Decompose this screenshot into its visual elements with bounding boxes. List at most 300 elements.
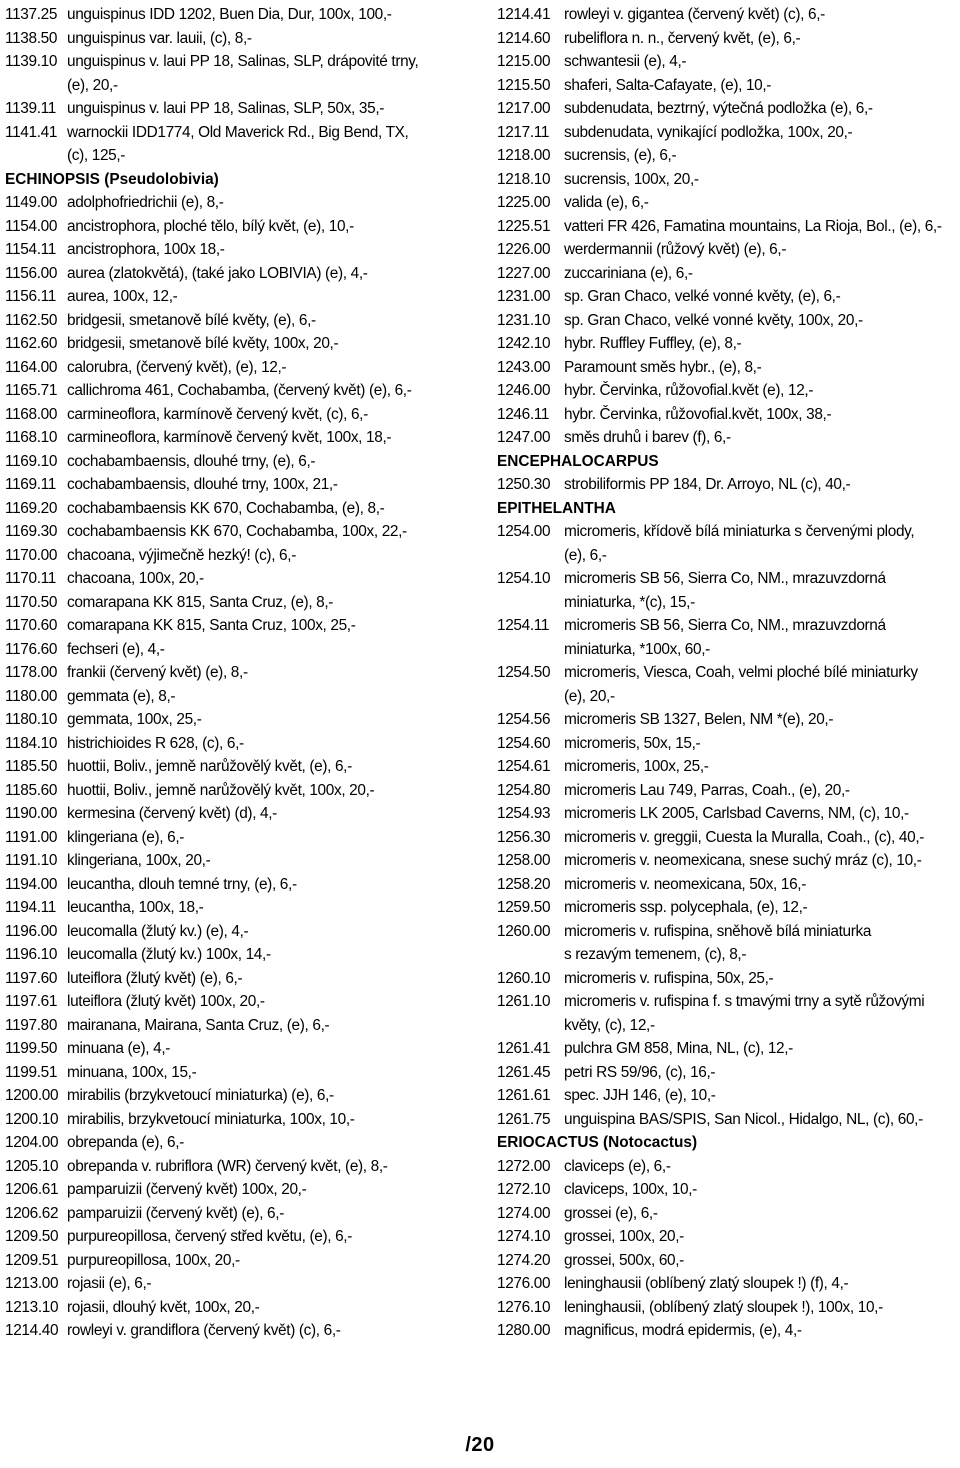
item-code: 1261.41	[497, 1040, 551, 1057]
catalog-entry	[5, 191, 475, 215]
item-code: 1226.00	[497, 241, 551, 258]
item-description: micromeris ssp. polycephala, (e), 12,-	[564, 899, 808, 916]
item-description: vatteri FR 426, Famatina mountains, La Rioja, Bol., (e), 6,-	[564, 217, 942, 235]
catalog-entry	[5, 732, 475, 756]
item-code: 1194.00	[5, 875, 58, 893]
catalog-entry	[5, 943, 475, 967]
item-description: valida (e), 6,-	[564, 194, 649, 211]
item-description: unguispinus IDD 1202, Buen Dia, Dur, 100x, 100,-	[67, 6, 392, 23]
item-code: 1169.10	[5, 452, 58, 470]
item-code: 1139.10	[5, 53, 58, 70]
item-code: 1254.56	[497, 711, 551, 728]
item-description: petri RS 59/96, (c), 16,-	[564, 1063, 716, 1081]
item-code: 1246.11	[497, 405, 550, 423]
catalog-entry	[497, 1084, 957, 1108]
catalog-entry	[497, 990, 957, 1014]
item-code: 1254.10	[497, 570, 551, 587]
item-description: rowleyi v. gigantea (červený květ) (c), 6,-	[564, 6, 825, 23]
item-description: callichroma 461, Cochabamba, (červený květ) (e), 6,-	[67, 382, 412, 399]
item-code: 1231.00	[497, 288, 551, 305]
catalog-entry	[5, 1061, 475, 1085]
item-code: 1206.61	[5, 1181, 59, 1198]
item-code: 1261.10	[497, 993, 551, 1010]
item-code: 1162.50	[5, 311, 58, 329]
section-heading: EPITHELANTHA	[497, 499, 616, 517]
item-description: rowleyi v. grandiflora (červený květ) (c), 6,-	[67, 1322, 341, 1339]
item-code: 1254.93	[497, 805, 551, 822]
item-code: 1231.10	[497, 311, 551, 329]
catalog-entry	[5, 685, 475, 709]
catalog-entry	[497, 1319, 957, 1343]
item-code: 1276.10	[497, 1298, 551, 1316]
catalog-entry	[5, 1084, 475, 1108]
catalog-entry	[497, 262, 957, 286]
item-description: micromeris v. rufispina, 50x, 25,-	[564, 969, 774, 987]
item-description: carmineoflora, karmínově červený květ, (c), 6,-	[67, 405, 368, 423]
catalog-entry	[497, 285, 957, 309]
item-code: 1199.50	[5, 1040, 58, 1057]
item-code: 1217.00	[497, 100, 551, 117]
item-description: minuana (e), 4,-	[67, 1040, 171, 1057]
item-description: obrepanda v. rubriflora (WR) červený květ, (e), 8,-	[67, 1157, 388, 1175]
catalog-entry	[497, 732, 957, 756]
catalog-entry	[497, 356, 957, 380]
item-code: 1180.10	[5, 711, 58, 728]
item-description: micromeris SB 56, Sierra Co, NM., mrazuvzdorná	[564, 570, 886, 587]
item-description: subdenudata, vynikající podložka, 100x, 20,-	[564, 123, 853, 141]
catalog-entry	[497, 97, 957, 121]
right-column	[497, 3, 957, 1343]
item-description: rojasii, dlouhý květ, 100x, 20,-	[67, 1298, 260, 1316]
item-code: 1250.30	[497, 476, 551, 493]
item-code: 1170.50	[5, 593, 58, 611]
item-description: pamparuizii (červený květ) (e), 6,-	[67, 1204, 284, 1222]
catalog-entry	[497, 661, 957, 685]
catalog-entry	[5, 309, 475, 333]
catalog-entry	[5, 1178, 475, 1202]
item-description: sp. Gran Chaco, velké vonné květy, 100x, 20,-	[564, 311, 863, 329]
catalog-entry	[5, 520, 475, 544]
item-description: grossei, 500x, 60,-	[564, 1251, 684, 1269]
section-heading: ERIOCACTUS (Notocactus)	[497, 1134, 698, 1151]
item-description: cochabambaensis KK 670, Cochabamba, (e), 8,-	[67, 499, 385, 517]
item-code: 1196.10	[5, 946, 58, 963]
item-description: minuana, 100x, 15,-	[67, 1063, 197, 1081]
item-code: 1246.00	[497, 382, 551, 399]
item-description: micromeris LK 2005, Carlsbad Caverns, NM, (c), 10,-	[564, 805, 909, 822]
item-description: micromeris v. rufispina f. s tmavými trny a sytě růžovými	[564, 993, 925, 1010]
item-code: 1209.51	[5, 1251, 59, 1269]
item-description: huottii, Boliv., jemně narůžovělý květ, 100x, 20,-	[67, 781, 375, 799]
item-code: 1185.50	[5, 758, 58, 775]
item-description: grossei, 100x, 20,-	[564, 1228, 684, 1245]
item-code: 1162.60	[5, 335, 58, 352]
item-code: 1209.50	[5, 1228, 59, 1245]
catalog-entry	[497, 191, 957, 215]
catalog-entry	[5, 50, 475, 74]
catalog-entry	[5, 896, 475, 920]
item-code: 1280.00	[497, 1322, 551, 1339]
catalog-entry	[5, 802, 475, 826]
item-description: micromeris Lau 749, Parras, Coah., (e), 20,-	[564, 781, 850, 799]
item-code: 1200.00	[5, 1087, 59, 1104]
item-description: comarapana KK 815, Santa Cruz, (e), 8,-	[67, 593, 334, 611]
item-code: 1184.10	[5, 734, 58, 752]
item-description: micromeris, 100x, 25,-	[564, 758, 709, 775]
item-code: 1200.10	[5, 1110, 59, 1128]
item-description: ancistrophora, 100x 18,-	[67, 241, 225, 258]
item-description: micromeris v. neomexicana, 50x, 16,-	[564, 875, 807, 893]
catalog-entry	[5, 121, 475, 145]
item-code: 1215.00	[497, 53, 551, 70]
catalog-entry	[497, 332, 957, 356]
item-description: cochabambaensis, dlouhé trny, (e), 6,-	[67, 452, 316, 470]
item-description: purpureopillosa, červený střed květu, (e), 6,-	[67, 1228, 353, 1245]
item-code: 1260.00	[497, 922, 551, 940]
item-description: spec. JJH 146, (e), 10,-	[564, 1087, 716, 1104]
catalog-entry	[5, 450, 475, 474]
item-code: 1168.10	[5, 429, 58, 446]
item-description: rubeliflora n. n., červený květ, (e), 6,-	[564, 29, 801, 47]
item-description: adolphofriedrichii (e), 8,-	[67, 194, 224, 211]
item-code: 1259.50	[497, 899, 551, 916]
catalog-entry	[5, 591, 475, 615]
catalog-entry	[497, 473, 957, 497]
item-code: 1170.00	[5, 546, 58, 564]
item-code: 1196.00	[5, 922, 58, 940]
item-description: huottii, Boliv., jemně narůžovělý květ, (e), 6,-	[67, 758, 352, 775]
catalog-entry	[5, 379, 475, 403]
item-description: luteiflora (žlutý květ) 100x, 20,-	[67, 993, 265, 1010]
catalog-entry	[497, 238, 957, 262]
item-description: luteiflora (žlutý květ) (e), 6,-	[67, 969, 243, 987]
catalog-entry	[5, 849, 475, 873]
left-column	[5, 3, 475, 1343]
item-description: mirabilis, brzykvetoucí miniaturka, 100x, 10,-	[67, 1110, 355, 1128]
item-code: 1206.62	[5, 1204, 59, 1222]
item-description: pulchra GM 858, Mina, NL, (c), 12,-	[564, 1040, 793, 1057]
catalog-entry	[497, 1202, 957, 1226]
item-description: warnockii IDD1774, Old Maverick Rd., Big Bend, TX,	[67, 123, 409, 141]
item-description: frankii (červený květ) (e), 8,-	[67, 664, 248, 681]
catalog-entry	[497, 708, 957, 732]
catalog-entry-continuation: s rezavým temenem, (c), 8,-	[564, 946, 747, 963]
catalog-entry	[497, 3, 957, 27]
catalog-entry	[5, 497, 475, 521]
item-description: micromeris, křídově bílá miniaturka s červenými plody,	[564, 523, 915, 540]
item-description: hybr. Červinka, růžovofial.květ (e), 12,-	[564, 382, 814, 399]
item-code: 1254.50	[497, 664, 551, 681]
item-code: 1185.60	[5, 781, 58, 799]
item-description: micromeris SB 56, Sierra Co, NM., mrazuvzdorná	[564, 617, 886, 634]
catalog-entry	[497, 426, 957, 450]
catalog-entry	[497, 121, 957, 145]
catalog-entry	[5, 426, 475, 450]
item-code: 1242.10	[497, 335, 551, 352]
item-code: 1139.11	[5, 100, 56, 117]
catalog-entry	[497, 873, 957, 897]
item-code: 1213.00	[5, 1275, 59, 1292]
catalog-entry-continuation: (e), 6,-	[564, 546, 607, 564]
item-code: 1178.00	[5, 664, 58, 681]
section-heading: ECHINOPSIS (Pseudolobivia)	[5, 170, 219, 188]
catalog-entry	[5, 661, 475, 685]
item-description: leninghausii, (oblíbený zlatý sloupek !), 100x, 10,-	[564, 1298, 883, 1316]
catalog-entry	[5, 1037, 475, 1061]
item-description: bridgesii, smetanově bílé květy, (e), 6,-	[67, 311, 316, 329]
catalog-entry	[497, 50, 957, 74]
catalog-entry	[5, 1155, 475, 1179]
item-code: 1272.10	[497, 1181, 551, 1198]
item-description: gemmata, 100x, 25,-	[67, 711, 202, 728]
item-description: unguispinus v. laui PP 18, Salinas, SLP, drápovité trny,	[67, 53, 419, 70]
catalog-entry	[5, 614, 475, 638]
item-description: claviceps, 100x, 10,-	[564, 1181, 697, 1198]
item-description: leucomalla (žlutý kv.) 100x, 14,-	[67, 946, 271, 963]
item-code: 1214.60	[497, 29, 551, 47]
item-description: obrepanda (e), 6,-	[67, 1134, 184, 1151]
catalog-entry	[5, 1202, 475, 1226]
item-description: pamparuizii (červený květ) 100x, 20,-	[67, 1181, 307, 1198]
item-code: 1213.10	[5, 1298, 59, 1316]
item-code: 1154.11	[5, 241, 56, 258]
catalog-entry	[5, 97, 475, 121]
item-code: 1227.00	[497, 264, 551, 282]
catalog-entry	[497, 1108, 957, 1132]
catalog-entry	[497, 27, 957, 51]
catalog-entry	[497, 520, 957, 544]
catalog-entry	[5, 967, 475, 991]
catalog-entry-continuation: (e), 20,-	[564, 687, 615, 705]
catalog-entry	[497, 967, 957, 991]
item-description: chacoana, výjimečně hezký! (c), 6,-	[67, 546, 296, 564]
item-code: 1205.10	[5, 1157, 59, 1175]
item-code: 1218.10	[497, 170, 551, 188]
item-code: 1272.00	[497, 1157, 551, 1175]
catalog-entry	[5, 3, 475, 27]
item-code: 1191.00	[5, 828, 58, 846]
item-description: subdenudata, beztrný, výtečná podložka (e), 6,-	[564, 100, 873, 117]
item-description: leucomalla (žlutý kv.) (e), 4,-	[67, 922, 249, 940]
catalog-entry	[5, 215, 475, 239]
catalog-entry	[497, 755, 957, 779]
item-code: 1156.00	[5, 264, 58, 282]
item-code: 1190.00	[5, 805, 58, 822]
item-description: purpureopillosa, 100x, 20,-	[67, 1251, 240, 1269]
item-code: 1170.60	[5, 617, 58, 634]
catalog-entry	[497, 1249, 957, 1273]
item-code: 1137.25	[5, 6, 58, 23]
item-code: 1274.00	[497, 1204, 551, 1222]
item-description: cochabambaensis KK 670, Cochabamba, 100x, 22,-	[67, 523, 407, 540]
item-code: 1254.61	[497, 758, 551, 775]
item-description: mirabilis (brzykvetoucí miniaturka) (e), 6,-	[67, 1087, 334, 1104]
catalog-entry	[497, 567, 957, 591]
item-description: unguispinus var. lauii, (c), 8,-	[67, 29, 252, 47]
item-description: unguispinus v. laui PP 18, Salinas, SLP, 50x, 35,-	[67, 100, 385, 117]
item-description: fechseri (e), 4,-	[67, 640, 165, 658]
item-description: micromeris v. neomexicana, snese suchý mráz (c), 10,-	[564, 852, 922, 869]
item-description: micromeris v. rufispina, sněhově bílá miniaturka	[564, 922, 872, 940]
item-code: 1214.40	[5, 1322, 59, 1339]
catalog-entry	[497, 779, 957, 803]
item-code: 1261.61	[497, 1087, 551, 1104]
catalog-entry	[497, 896, 957, 920]
item-code: 1276.00	[497, 1275, 551, 1292]
item-code: 1169.11	[5, 476, 56, 493]
item-code: 1254.00	[497, 523, 551, 540]
catalog-entry	[497, 309, 957, 333]
catalog-entry	[5, 285, 475, 309]
catalog-entry-continuation: květy, (c), 12,-	[564, 1016, 655, 1034]
item-code: 1254.80	[497, 781, 551, 799]
item-description: aurea, 100x, 12,-	[67, 288, 178, 305]
item-code: 1197.80	[5, 1016, 58, 1034]
item-description: strobiliformis PP 184, Dr. Arroyo, NL (c), 40,-	[564, 476, 851, 493]
catalog-entry	[5, 262, 475, 286]
catalog-entry	[5, 779, 475, 803]
catalog-entry	[5, 1225, 475, 1249]
item-code: 1149.00	[5, 194, 58, 211]
item-code: 1258.00	[497, 852, 551, 869]
item-description: hybr. Červinka, růžovofial.květ, 100x, 38,-	[564, 405, 832, 423]
item-code: 1197.60	[5, 969, 58, 987]
item-description: leucantha, dlouh temné trny, (e), 6,-	[67, 875, 297, 893]
item-code: 1215.50	[497, 76, 551, 94]
catalog-entry	[5, 567, 475, 591]
item-description: schwantesii (e), 4,-	[564, 53, 687, 70]
item-description: kermesina (červený květ) (d), 4,-	[67, 805, 277, 822]
item-code: 1141.41	[5, 123, 58, 141]
item-description: magnificus, modrá epidermis, (e), 4,-	[564, 1322, 802, 1339]
item-description: leucantha, 100x, 18,-	[67, 899, 204, 916]
catalog-entry	[497, 1225, 957, 1249]
item-code: 1261.45	[497, 1063, 551, 1081]
catalog-entry	[5, 638, 475, 662]
item-description: unguispina BAS/SPIS, San Nicol., Hidalgo, NL, (c), 60,-	[564, 1110, 923, 1128]
catalog-entry	[5, 920, 475, 944]
catalog-entry	[5, 403, 475, 427]
catalog-entry	[497, 1296, 957, 1320]
item-description: werdermannii (růžový květ) (e), 6,-	[564, 241, 787, 258]
item-code: 1217.11	[497, 123, 550, 141]
item-description: mairanana, Mairana, Santa Cruz, (e), 6,-	[67, 1016, 330, 1034]
item-code: 1247.00	[497, 429, 551, 446]
item-description: ancistrophora, ploché tělo, bílý květ, (e), 10,-	[67, 217, 354, 235]
item-code: 1260.10	[497, 969, 551, 987]
section-heading: ENCEPHALOCARPUS	[497, 452, 659, 470]
catalog-entry	[5, 356, 475, 380]
item-description: rojasii (e), 6,-	[67, 1275, 152, 1292]
item-code: 1254.60	[497, 734, 551, 752]
catalog-entry	[497, 826, 957, 850]
item-description: carmineoflora, karmínově červený květ, 100x, 18,-	[67, 429, 392, 446]
catalog-entry	[5, 1272, 475, 1296]
item-description: gemmata (e), 8,-	[67, 687, 176, 705]
catalog-entry	[497, 215, 957, 239]
catalog-entry	[497, 1272, 957, 1296]
item-code: 1256.30	[497, 828, 551, 846]
catalog-entry	[497, 403, 957, 427]
item-code: 1194.11	[5, 899, 56, 916]
catalog-entry	[5, 1249, 475, 1273]
catalog-entry	[497, 1037, 957, 1061]
item-code: 1214.41	[497, 6, 551, 23]
item-description: micromeris v. greggii, Cuesta la Muralla, Coah., (c), 40,-	[564, 828, 925, 846]
item-description: chacoana, 100x, 20,-	[67, 570, 204, 587]
item-code: 1191.10	[5, 852, 58, 869]
item-description: hybr. Ruffley Fuffley, (e), 8,-	[564, 335, 742, 352]
catalog-entry	[497, 1061, 957, 1085]
catalog-entry	[497, 379, 957, 403]
catalog-entry	[5, 873, 475, 897]
page-number: /20	[465, 1434, 495, 1456]
item-description: směs druhů i barev (f), 6,-	[564, 429, 731, 446]
catalog-entry	[497, 1155, 957, 1179]
item-description: klingeriana (e), 6,-	[67, 828, 185, 846]
item-description: leninghausii (oblíbený zlatý sloupek !) (f), 4,-	[564, 1275, 849, 1292]
catalog-entry	[5, 27, 475, 51]
item-description: micromeris SB 1327, Belen, NM *(e), 20,-	[564, 711, 834, 728]
item-description: grossei (e), 6,-	[564, 1204, 658, 1222]
catalog-entry	[5, 473, 475, 497]
catalog-entry	[497, 1178, 957, 1202]
catalog-entry	[497, 614, 957, 638]
catalog-entry	[5, 332, 475, 356]
item-description: aurea (zlatokvětá), (také jako LOBIVIA) (e), 4,-	[67, 264, 368, 282]
catalog-entry	[497, 920, 957, 944]
item-description: bridgesii, smetanově bílé květy, 100x, 20,-	[67, 335, 339, 352]
item-code: 1169.20	[5, 499, 58, 517]
item-description: sp. Gran Chaco, velké vonné květy, (e), 6,-	[564, 288, 841, 305]
item-code: 1180.00	[5, 687, 58, 705]
catalog-entry	[5, 1131, 475, 1155]
catalog-entry-continuation: (e), 20,-	[67, 76, 118, 94]
catalog-entry	[5, 708, 475, 732]
item-description: Paramount směs hybr., (e), 8,-	[564, 358, 762, 376]
item-code: 1274.20	[497, 1251, 551, 1269]
catalog-entry	[497, 849, 957, 873]
item-code: 1170.11	[5, 570, 56, 587]
item-code: 1225.51	[497, 217, 551, 235]
item-description: comarapana KK 815, Santa Cruz, 100x, 25,-	[67, 617, 356, 634]
catalog-entry	[497, 74, 957, 98]
item-code: 1243.00	[497, 358, 551, 376]
catalog-entry	[5, 544, 475, 568]
catalog-entry	[5, 990, 475, 1014]
item-description: claviceps (e), 6,-	[564, 1157, 671, 1175]
item-description: cochabambaensis, dlouhé trny, 100x, 21,-	[67, 476, 338, 493]
item-code: 1138.50	[5, 29, 58, 47]
item-code: 1199.51	[5, 1063, 58, 1081]
catalog-entry	[497, 168, 957, 192]
catalog-entry	[5, 1108, 475, 1132]
item-code: 1218.00	[497, 147, 551, 164]
item-description: zuccariniana (e), 6,-	[564, 264, 693, 282]
item-description: micromeris, Viesca, Coah, velmi ploché bílé miniaturky	[564, 664, 918, 681]
item-code: 1225.00	[497, 194, 551, 211]
item-description: sucrensis, (e), 6,-	[564, 147, 677, 164]
item-code: 1274.10	[497, 1228, 551, 1245]
item-description: shaferi, Salta-Cafayate, (e), 10,-	[564, 76, 772, 94]
item-code: 1204.00	[5, 1134, 59, 1151]
item-code: 1156.11	[5, 288, 56, 305]
catalog-entry	[5, 1014, 475, 1038]
item-description: micromeris, 50x, 15,-	[564, 734, 701, 752]
catalog-entry-continuation: (c), 125,-	[67, 147, 126, 164]
item-description: histrichioides R 628, (c), 6,-	[67, 734, 244, 752]
catalog-entry	[5, 238, 475, 262]
